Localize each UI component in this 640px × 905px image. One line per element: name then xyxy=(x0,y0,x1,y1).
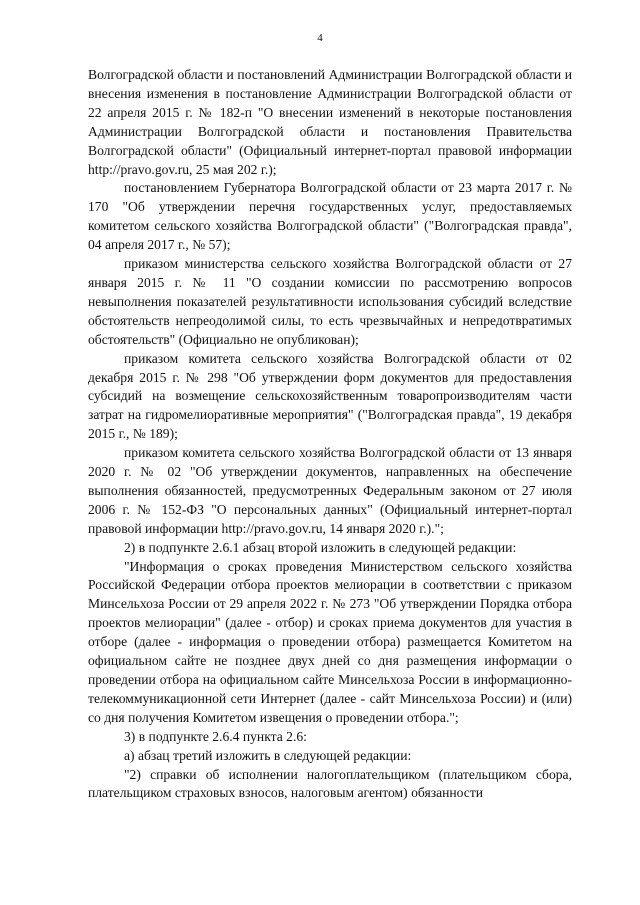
page-number: 4 xyxy=(317,32,323,44)
paragraph-continuation: Волгоградской области и постановлений Администрации Волгоградской области и внесения изменения в постановление Администрации Волгоградской области от 22 апреля 2015 г. № 182-п "О внесении изменений в некоторые постановления Администрации Волгоградской области и постановления Правительства Волгоградской области" (Официальный интернет-портал правовой информации http://pravo.gov.ru, 25 мая 202 г.); xyxy=(88,67,572,177)
paragraph-tax-certificate: "2) справки об исполнении налогоплательщиком (плательщиком сбора, плательщиком страховых взносов, налоговым агентом) обязанности xyxy=(88,766,572,801)
paragraph-ministry-order: приказом министерства сельского хозяйства Волгоградской области от 27 января 2015 г. № 11 "О создании комиссии по рассмотрению вопросов невыполнения показателей результативности использования субсидий вследствие обстоятельств непреодолимой силы, то есть чрезвычайных и непредотвратимых обстоятельств" (Официально не опубликован); xyxy=(88,256,572,347)
paragraph-governor-resolution: постановлением Губернатора Волгоградской области от 23 марта 2017 г. № 170 "Об утверждении перечня государственных услуг, предоставляемых комитетом сельского хозяйства Волгоградской области" ("Волгоградская правда", 04 апреля 2017 г., № 57); xyxy=(88,180,572,253)
paragraph-item-3: 3) в подпункте 2.6.4 пункта 2.6: xyxy=(124,728,307,744)
paragraph-item-a: а) абзац третий изложить в следующей редакции: xyxy=(124,747,412,763)
paragraph-committee-order-2015: приказом комитета сельского хозяйства Волгоградской области от 02 декабря 2015 г. № 298 "Об утверждении форм документов для предоставления субсидий на возмещение сельскохозяйственным товаропроизводителям части затрат на гидромелиоративные мероприятия" ("Волгоградская правда", 19 декабря 2015 г., № 189); xyxy=(88,350,572,442)
paragraph-selection-info: "Информация о сроках проведения Министерством сельского хозяйства Российской Федерации отбора проектов мелиорации в соответствии с приказом Минсельхоза России от 29 апреля 2022 г. № 273 "Об утверждении Порядка отбора проектов мелиорации" (далее - отбор) и сроках приема документов для участия в отборе (далее - информация о проведении отбора) размещается Комитетом на официальном сайте не позднее двух дней со дня размещения информации о проведении отбора на официальном сайте Минсельхоза России в информационно-телекоммуникационной сети Интернет (далее - сайт Минсельхоза России) и (или) со дня получения Комитетом извещения о проведении отбора."; xyxy=(88,558,572,725)
paragraph-committee-order-2020: приказом комитета сельского хозяйства Волгоградской области от 13 января 2020 г. № 02 "Об утверждении документов, направленных на обеспечение выполнения обязанностей, предусмотренных Федеральным законом от 27 июля 2006 г. № 152-ФЗ "О персональных данных" (Официальный интернет-портал правовой информации http://pravo.gov.ru, 14 января 2020 г.)."; xyxy=(88,445,572,536)
document-body xyxy=(88,66,572,803)
paragraph-item-2: 2) в подпункте 2.6.1 абзац второй изложить в следующей редакции: xyxy=(124,539,517,555)
